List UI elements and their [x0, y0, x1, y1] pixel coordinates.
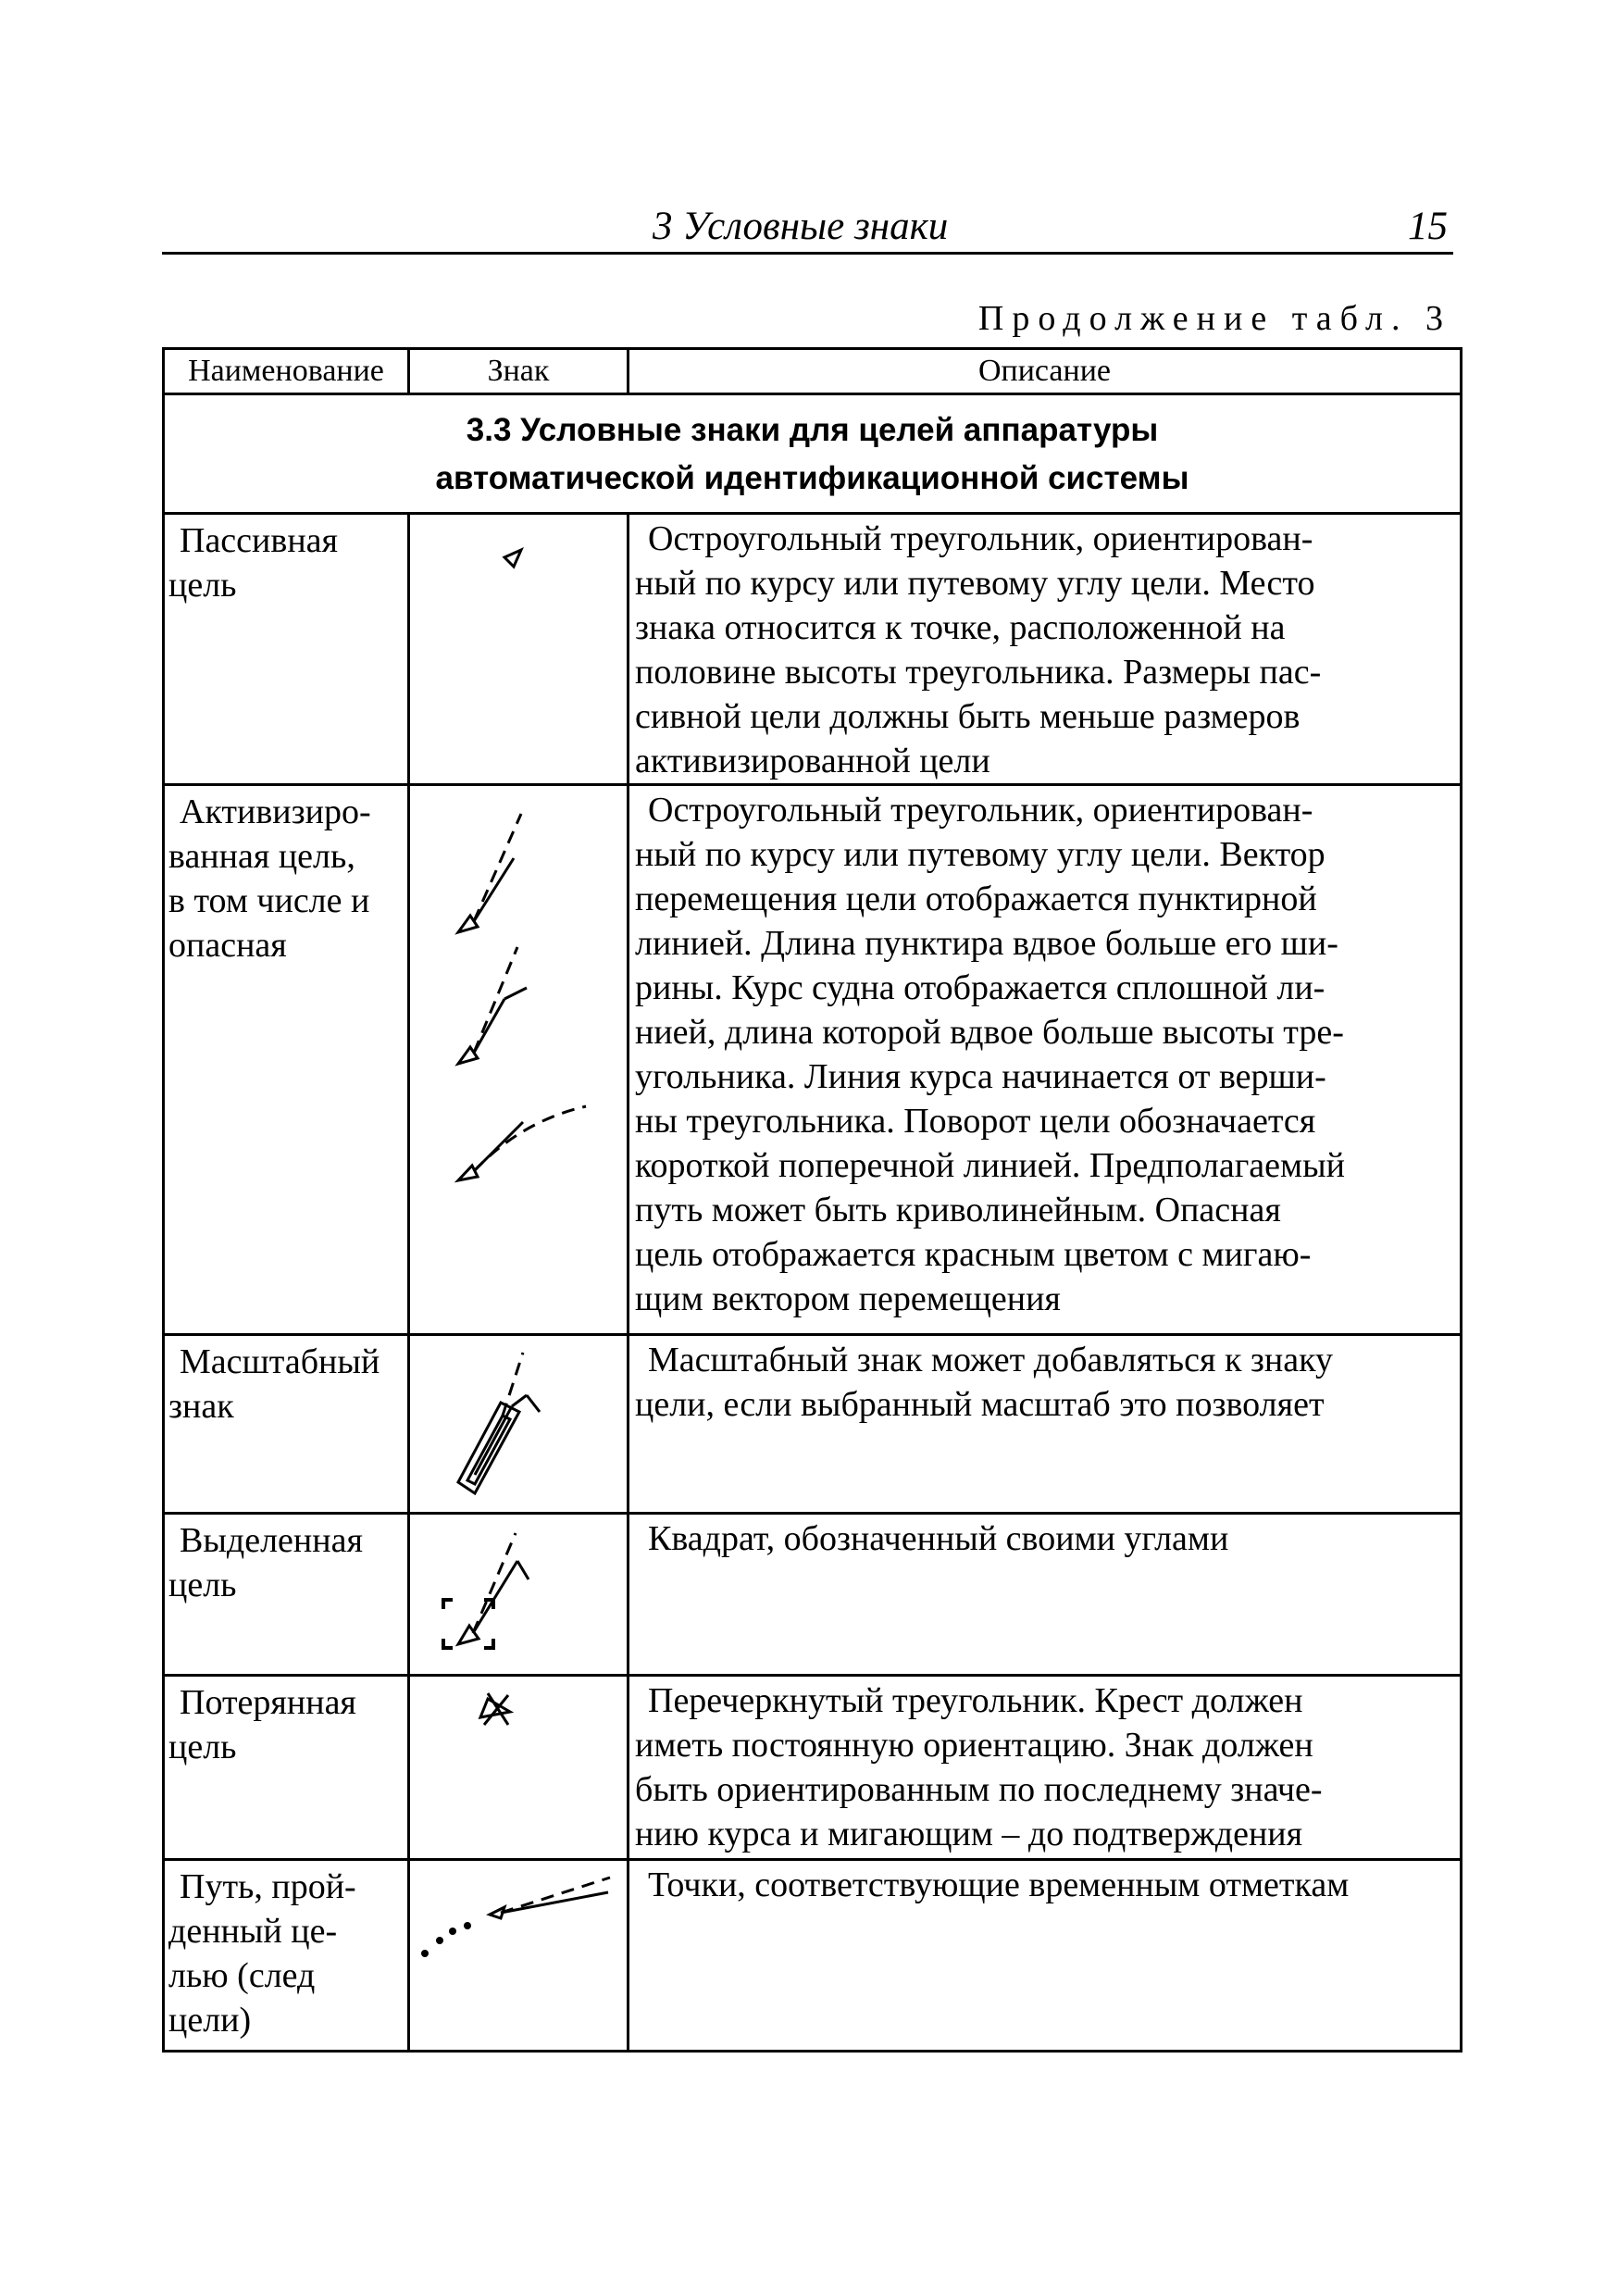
row-description: Масштабный знак может добавляться к знаку цели, если выбранный масштаб это позволяет	[629, 1335, 1462, 1514]
row-sign	[409, 1514, 629, 1676]
selected-target-icon	[410, 1515, 629, 1670]
column-header-sign: Знак	[409, 349, 629, 394]
row-sign	[409, 1676, 629, 1860]
chapter-title: 3 Условные знаки	[653, 205, 949, 248]
table-row	[164, 1860, 1462, 2052]
row-name: Выделенная цель	[164, 1514, 409, 1676]
column-header-name: Наименование	[164, 349, 409, 394]
target-track-icon	[410, 1861, 629, 2046]
scale-sign-icon	[410, 1336, 629, 1508]
passive-target-triangle-icon	[410, 515, 629, 776]
lost-target-icon	[410, 1677, 629, 1854]
running-header	[162, 196, 1453, 255]
row-sign	[409, 1860, 629, 2052]
table-continuation-label: Продолжение табл. 3	[977, 299, 1451, 338]
row-name: Пассивная цель	[164, 514, 409, 785]
row-description: Перечеркнутый треугольник. Крест должен иметь постоянную ориентацию. Знак должен быть ориентированным по последнему значе- нию курса и мигающим – до подтверждения	[629, 1676, 1462, 1860]
section-title	[164, 394, 1462, 514]
row-sign	[409, 514, 629, 785]
row-name: Путь, прой- денный це- лью (след цели)	[164, 1860, 409, 2052]
row-description: Квадрат, обозначенный своими углами	[629, 1514, 1462, 1676]
table-row	[164, 1514, 1462, 1676]
table-header-row	[164, 349, 1462, 394]
page-number: 15	[1408, 205, 1448, 248]
row-description: Точки, соответствующие временным отметкам	[629, 1860, 1462, 2052]
table-row	[164, 514, 1462, 785]
activated-target-icon	[410, 786, 629, 1329]
row-sign	[409, 785, 629, 1335]
section-title-line: 3.3 Условные знаки для целей аппаратуры	[466, 412, 1159, 448]
row-sign	[409, 1335, 629, 1514]
row-name: Потерянная цель	[164, 1676, 409, 1860]
table-row	[164, 785, 1462, 1335]
symbols-table	[162, 347, 1462, 2053]
row-name: Активизиро- ванная цель, в том числе и опасная	[164, 785, 409, 1335]
row-description: Остроугольный треугольник, ориентирован- ный по курсу или путевому углу цели. Вектор перемещения цели отображается пунктирной линией. Длина пунктира вдвое больше его ши- рины. Курс судна отображается сплошной ли- нией, длина которой вдвое больше высоты тре- угольника. Линия курса начинается от верши- ны треугольника. Поворот цели обозначается короткой поперечной линией. Предполагаемый путь может быть криволинейным. Опасная цель отображается красным цветом с мигаю- щим вектором перемещения	[629, 785, 1462, 1335]
column-header-description: Описание	[629, 349, 1462, 394]
section-title-row	[164, 394, 1462, 514]
section-title-line: автоматической идентификационной системы	[435, 460, 1189, 496]
row-name: Масштабный знак	[164, 1335, 409, 1514]
table-row	[164, 1676, 1462, 1860]
row-description: Остроугольный треугольник, ориентирован- ный по курсу или путевому углу цели. Место знака относится к точке, расположенной на половине высоты треугольника. Размеры пас- сивной цели должны быть меньше размеров активизированной цели	[629, 514, 1462, 785]
table-row	[164, 1335, 1462, 1514]
